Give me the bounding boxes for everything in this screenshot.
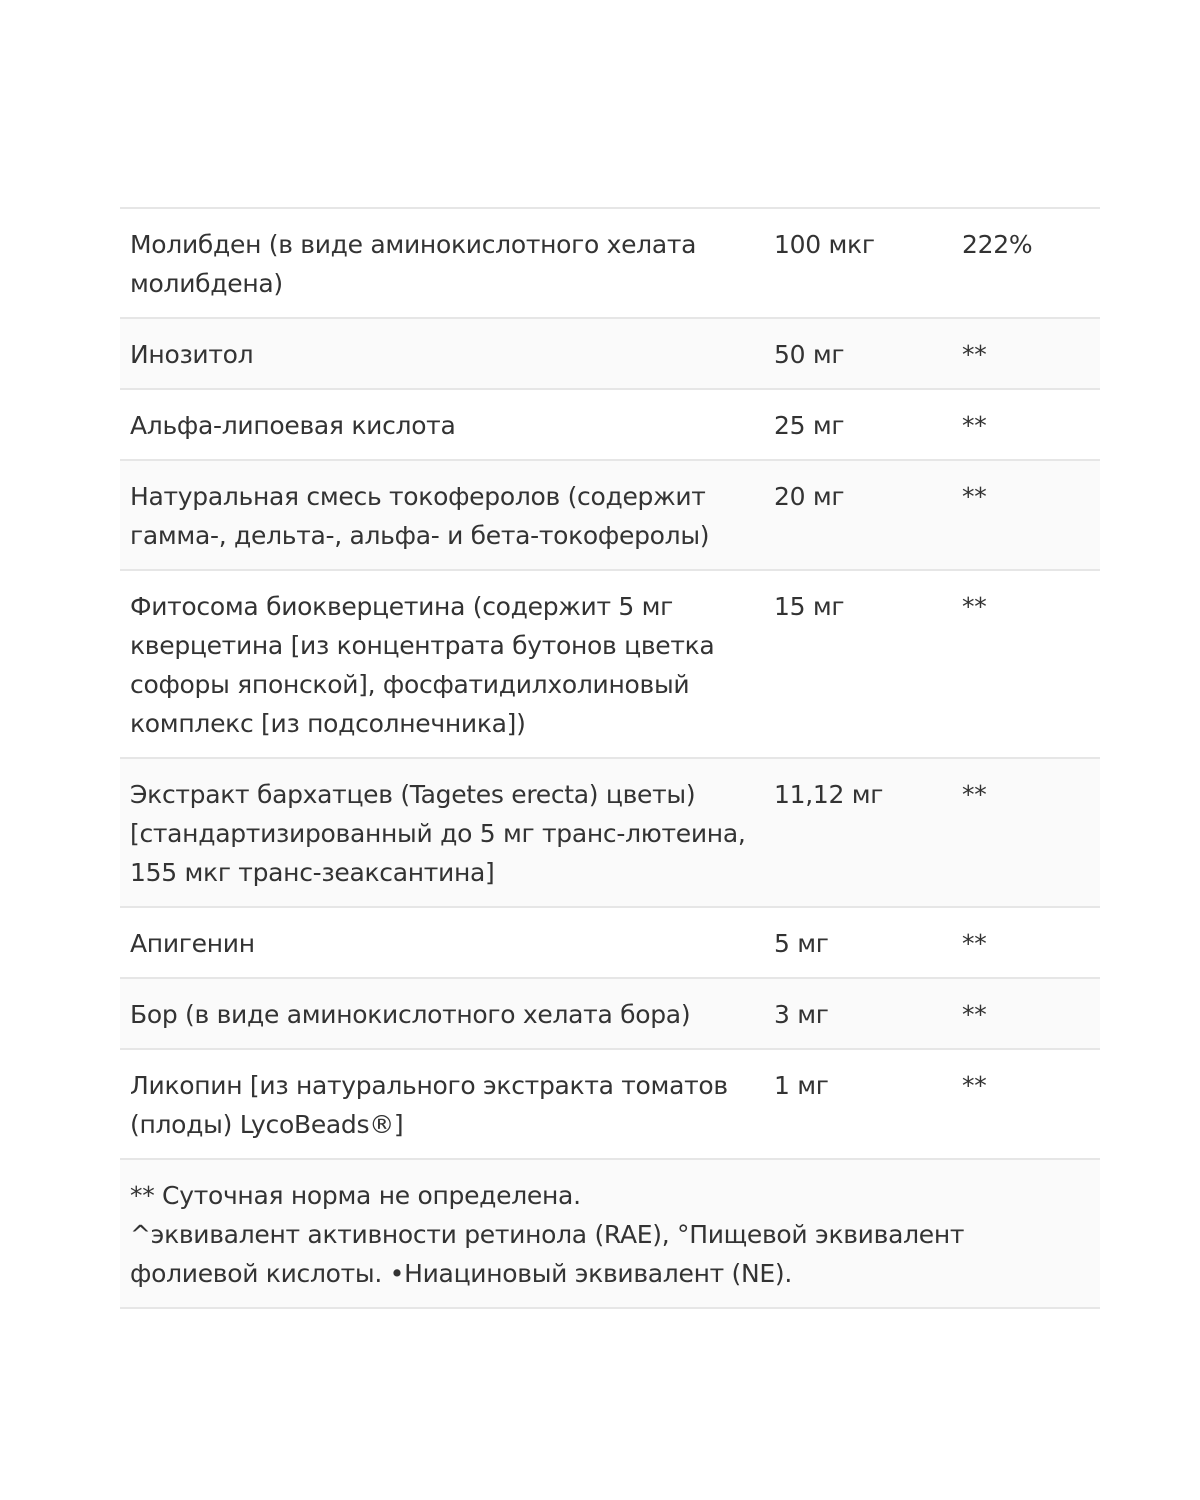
table-row: [120, 571, 1100, 759]
ingredient-amount: 15 мг: [774, 592, 845, 621]
table-row: [120, 908, 1100, 979]
ingredient-amount: 20 мг: [774, 482, 845, 511]
table-row: [120, 209, 1100, 319]
ingredient-amount: 100 мкг: [774, 230, 875, 259]
daily-value: **: [962, 411, 987, 440]
footnote-equivalents-note: ^эквивалент активности ретинола (RAE), °Пищевой эквивалент фолиевой кислоты. •Ниациновый эквивалент (NE).: [130, 1220, 965, 1288]
daily-value: **: [962, 482, 987, 511]
footnote-daily-value-note: ** Суточная норма не определена.: [130, 1181, 581, 1210]
daily-value: **: [962, 340, 987, 369]
ingredient-name: Экстракт бархатцев (Tagetes erecta) цветы) [стандартизированный до 5 мг транс-лютеина, 155 мкг транс-зеаксантина]: [130, 780, 746, 887]
table-row: [120, 1050, 1100, 1160]
ingredient-amount: 1 мг: [774, 1071, 829, 1100]
daily-value: **: [962, 780, 987, 809]
table-row: [120, 759, 1100, 908]
ingredient-name: Молибден (в виде аминокислотного хелата молибдена): [130, 230, 697, 298]
ingredient-name: Бор (в виде аминокислотного хелата бора): [130, 1000, 691, 1029]
ingredient-amount: 50 мг: [774, 340, 845, 369]
ingredient-amount: 11,12 мг: [774, 780, 884, 809]
daily-value: **: [962, 1000, 987, 1029]
ingredient-name: Альфа-липоевая кислота: [130, 411, 456, 440]
daily-value: **: [962, 929, 987, 958]
supplement-facts-table: [120, 207, 1100, 1309]
ingredient-name: Фитосома биокверцетина (содержит 5 мг кверцетина [из концентрата бутонов цветка софоры японской], фосфатидилхолиновый комплекс [из подсолнечника]): [130, 592, 715, 738]
daily-value: **: [962, 1071, 987, 1100]
ingredient-amount: 5 мг: [774, 929, 829, 958]
table-row: [120, 319, 1100, 390]
table-row: [120, 979, 1100, 1050]
daily-value: 222%: [962, 230, 1033, 259]
ingredient-amount: 3 мг: [774, 1000, 829, 1029]
daily-value: **: [962, 592, 987, 621]
ingredient-name: Ликопин [из натурального экстракта томатов (плоды) LycoBeads®]: [130, 1071, 728, 1139]
table-row: [120, 390, 1100, 461]
ingredient-name: Инозитол: [130, 340, 254, 369]
ingredient-name: Апигенин: [130, 929, 255, 958]
table-row: [120, 461, 1100, 571]
ingredient-name: Натуральная смесь токоферолов (содержит гамма-, дельта-, альфа- и бета-токоферолы): [130, 482, 710, 550]
table-footnote: [120, 1160, 1100, 1309]
ingredient-amount: 25 мг: [774, 411, 845, 440]
